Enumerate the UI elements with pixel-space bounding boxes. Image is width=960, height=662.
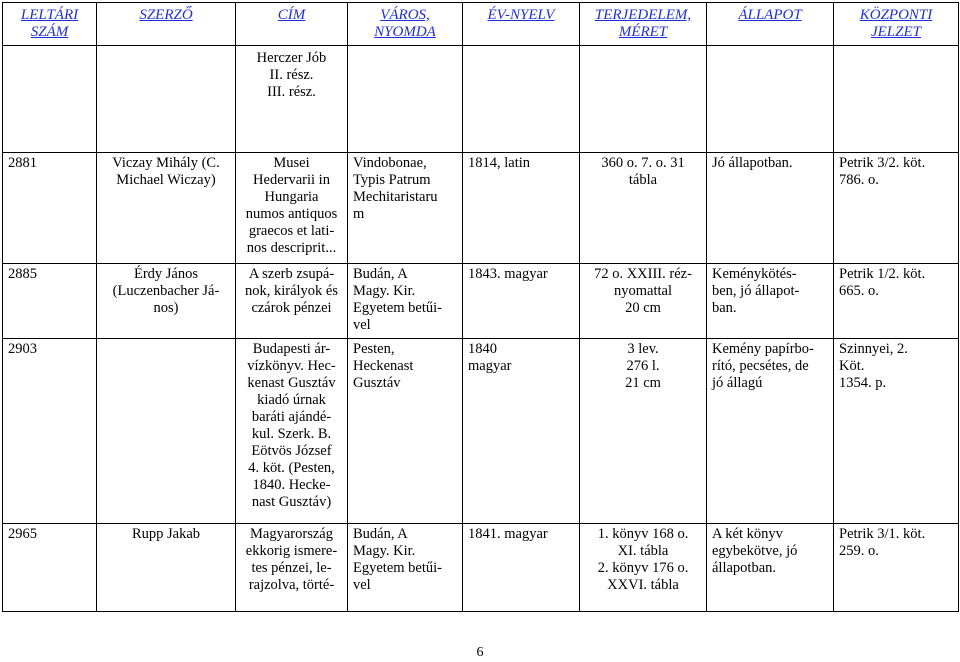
record-place: Pesten, Heckenast Gusztáv	[348, 339, 463, 524]
header-author: SZERZŐ	[97, 3, 236, 46]
header-row	[3, 3, 959, 46]
header-shelf-mark: KÖZPONTI JELZET	[834, 3, 959, 46]
record-place: Budán, A Magy. Kir. Egyetem betűi- vel	[348, 264, 463, 339]
table-cell	[97, 46, 236, 153]
record-shelf-mark: Petrik 3/1. köt. 259. o.	[834, 524, 959, 612]
record-shelf-mark: Szinnyei, 2. Köt. 1354. p.	[834, 339, 959, 524]
table-row	[3, 524, 959, 612]
record-title: Magyarország ekkorig ismere- tes pénzei, le- rajzolva, törté-	[236, 524, 348, 612]
record-author: Érdy János (Luczenbacher Já- nos)	[97, 264, 236, 339]
record-year-language: 1841. magyar	[463, 524, 580, 612]
record-title: A szerb zsupá- nok, királyok és czárok pénzei	[236, 264, 348, 339]
record-place: Budán, A Magy. Kir. Egyetem betűi- vel	[348, 524, 463, 612]
record-year-language: 1814, latin	[463, 153, 580, 264]
record-id: 2903	[3, 339, 97, 524]
header-inventory-number: LELTÁRI SZÁM	[3, 3, 97, 46]
table-row	[3, 264, 959, 339]
record-place: Vindobonae, Typis Patrum Mechitaristaru m	[348, 153, 463, 264]
header-city-press: VÁROS, NYOMDA	[348, 3, 463, 46]
record-extent: 72 o. XXIII. réz- nyomattal 20 cm	[580, 264, 707, 339]
table-cell	[463, 46, 580, 153]
table-cell	[834, 46, 959, 153]
record-condition: A két könyv egybekötve, jó állapotban.	[707, 524, 834, 612]
table-row	[3, 153, 959, 264]
header-year-language: ÉV-NYELV	[463, 3, 580, 46]
table-cell	[348, 46, 463, 153]
header-title: CÍM	[236, 3, 348, 46]
page-number: 6	[476, 645, 484, 660]
record-extent: 3 lev. 276 l. 21 cm	[580, 339, 707, 524]
record-author: Viczay Mihály (C. Michael Wiczay)	[97, 153, 236, 264]
continuation-row	[3, 46, 959, 153]
record-condition: Kemény papírbo- rító, pecsétes, de jó állagú	[707, 339, 834, 524]
record-id: 2885	[3, 264, 97, 339]
table-cell	[707, 46, 834, 153]
record-extent: 1. könyv 168 o. XI. tábla 2. könyv 176 o. XXVI. tábla	[580, 524, 707, 612]
record-extent: 360 o. 7. o. 31 tábla	[580, 153, 707, 264]
table-cell	[3, 46, 97, 153]
record-condition: Jó állapotban.	[707, 153, 834, 264]
table-row	[3, 339, 959, 524]
record-title: Budapesti ár- vízkönyv. Hec- kenast Gusztáv kiadó úrnak baráti ajándé- kul. Szerk. B. Eötvös József 4. köt. (Pesten, 1840. Hecke- nast Gusztáv)	[236, 339, 348, 524]
record-id: 2965	[3, 524, 97, 612]
catalog-table	[2, 2, 959, 612]
record-shelf-mark: Petrik 1/2. köt. 665. o.	[834, 264, 959, 339]
table-cell	[580, 46, 707, 153]
continuation-title: Herczer Jób II. rész. III. rész.	[236, 46, 348, 153]
record-id: 2881	[3, 153, 97, 264]
record-year-language: 1843. magyar	[463, 264, 580, 339]
header-condition: ÁLLAPOT	[707, 3, 834, 46]
record-shelf-mark: Petrik 3/2. köt. 786. o.	[834, 153, 959, 264]
record-author	[97, 339, 236, 524]
record-title: Musei Hedervarii in Hungaria numos antiquos graecos et lati- nos descriprit...	[236, 153, 348, 264]
record-condition: Keménykötés- ben, jó állapot- ban.	[707, 264, 834, 339]
header-extent-size: TERJEDELEM, MÉRET	[580, 3, 707, 46]
record-year-language: 1840 magyar	[463, 339, 580, 524]
record-author: Rupp Jakab	[97, 524, 236, 612]
